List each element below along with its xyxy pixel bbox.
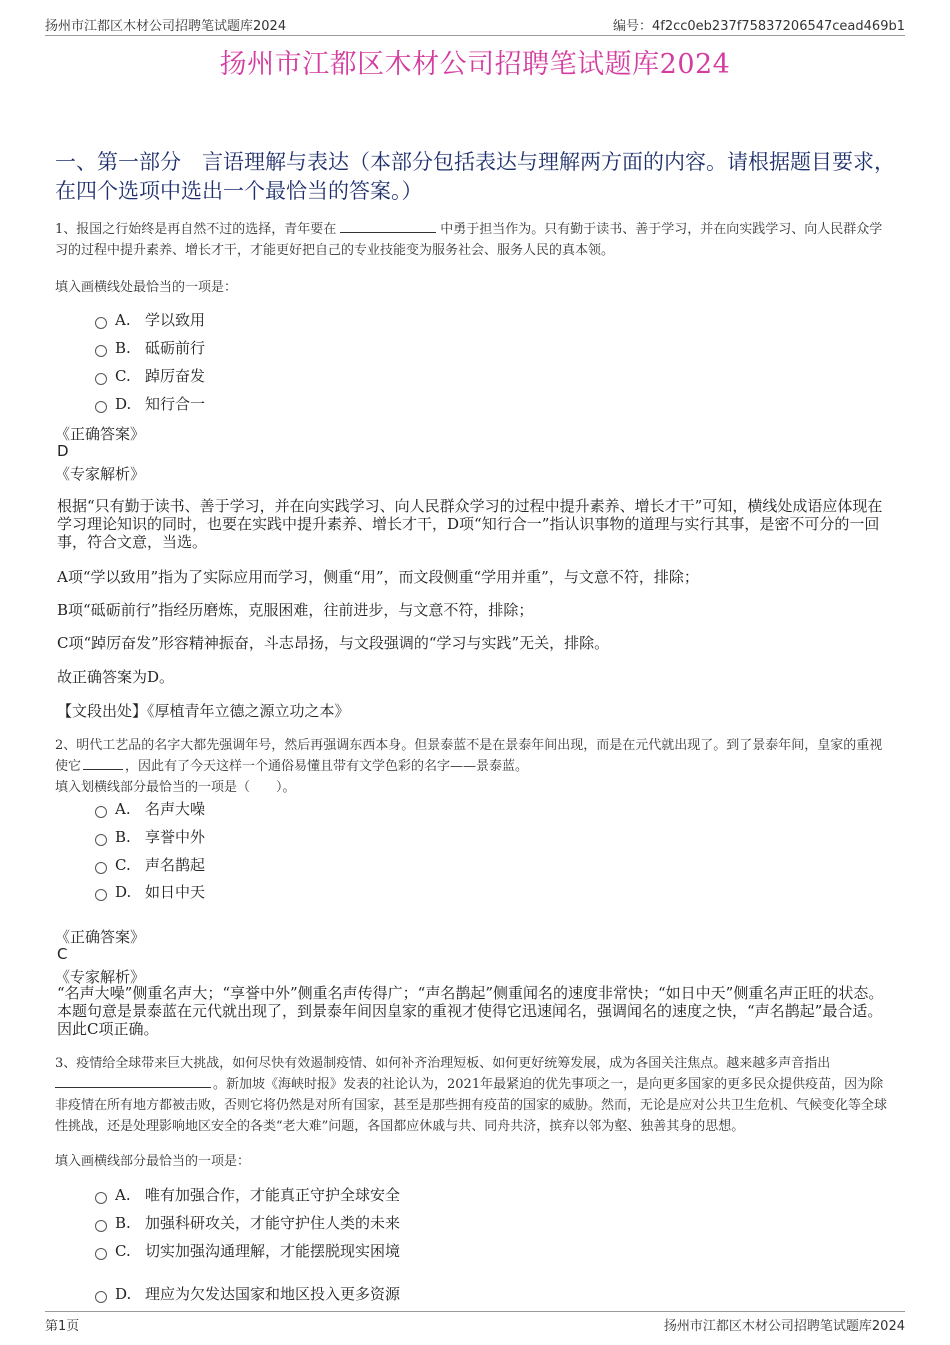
radio-icon[interactable] [95,862,107,874]
q2-option-d[interactable]: D. 如日中天 [95,881,205,902]
page-title: 扬州市江都区木材公司招聘笔试题库2024 [219,49,731,80]
q2-answer: C [57,945,68,963]
q1-option-c[interactable]: C. 踔厉奋发 [95,365,205,386]
q2-answer-label: 《正确答案》 [55,928,146,946]
q1-option-a[interactable]: A. 学以致用 [95,309,205,330]
q2-analysis: “名声大噪”侧重名声大；“享誉中外”侧重名声传得广；“声名鹊起”侧重闻名的速度非常快；“如日中天”侧重名声正旺的状态。本题句意是景泰蓝在元代就出现了，到景泰年间因皇家的重视才使得它迅速闻名，强调闻名的速度之快，“声名鹊起”最合适。因此C项正确。 [57,984,884,1038]
q1-answer: D [57,442,69,460]
q1-analysis-para: C项“踔厉奋发”形容精神振奋，斗志昂扬，与文段强调的“学习与实践”无关，排除。 [57,634,610,652]
question-3-prompt: 填入画横线部分最恰当的一项是： [55,1154,251,1169]
q1-option-b[interactable]: B. 砥砺前行 [95,337,205,358]
q2-analysis-label: 《专家解析》 [55,968,146,986]
radio-icon[interactable] [95,317,107,329]
footer-divider [45,1311,905,1312]
q3-option-a[interactable]: A. 唯有加强合作，才能真正守护全球安全 [95,1184,400,1205]
radio-icon[interactable] [95,889,107,901]
radio-icon[interactable] [95,806,107,818]
q2-option-a[interactable]: A. 名声大噪 [95,798,205,819]
radio-icon[interactable] [95,1291,107,1303]
q3-option-d[interactable]: D. 理应为欠发达国家和地区投入更多资源 [95,1283,400,1304]
q1-analysis-para: 故正确答案为D。 [57,668,175,686]
blank-line [55,1075,211,1088]
radio-icon[interactable] [95,1192,107,1204]
question-3-stem: 3、疫情给全球带来巨大挑战，如何尽快有效遏制疫情、如何补齐治理短板、如何更好统筹发展，成为各国关注焦点。越来越多声音指出。新加坡《海峡时报》发表的社论认为，2021年最紧迫的优先事项之一，是向更多国家的更多民众提供疫苗，因为除非疫情在所有地方都被击败，否则它将仍然是对所有国家，甚至是那些拥有疫苗的国家的威胁。然而，无论是应对公共卫生危机、气候变化等全球性挑战，还是处理影响地区安全的各类“老大难”问题，各国都应休戚与共、同舟共济，摈弃以邻为壑、独善其身的思想。 [55,1056,888,1134]
question-2-stem: 2、明代工艺品的名字大都先强调年号，然后再强调东西本身。但景泰蓝不是在景泰年间出现，而是在元代就出现了。到了景泰年间，皇家的重视使它 ，因此有了今天这样一个通俗易懂且带有文学色彩的名字——景泰蓝。 [55,738,883,774]
q1-option-d[interactable]: D. 知行合一 [95,393,205,414]
q1-analysis-label: 《专家解析》 [55,465,146,483]
q1-analysis-para: A项“学以致用”指为了实际应用而学习，侧重“用”，而文段侧重“学用并重”，与文意不符，排除； [57,568,699,586]
q1-analysis-para: 根据“只有勤于读书、善于学习，并在向实践学习、向人民群众学习的过程中提升素养、增长才干”可知，横线处成语应体现在学习理论知识的同时，也要在实践中提升素养、增长才干，D项“知行合一”指认识事物的道理与实行其事，是密不可分的一回事，符合文意，当选。 [57,497,883,551]
q1-analysis-para: B项“砥砺前行”指经历磨炼，克服困难，往前进步，与文意不符，排除； [57,601,534,619]
question-2-prompt: 填入划横线部分最恰当的一项是（ ）。 [55,780,296,795]
radio-icon[interactable] [95,1248,107,1260]
q1-answer-label: 《正确答案》 [55,425,146,443]
radio-icon[interactable] [95,345,107,357]
header-doc-title: 扬州市江都区木材公司招聘笔试题库2024 [45,19,287,34]
radio-icon[interactable] [95,834,107,846]
radio-icon[interactable] [95,401,107,413]
radio-icon[interactable] [95,1220,107,1232]
q3-option-c[interactable]: C. 切实加强沟通理解，才能摆脱现实困境 [95,1240,400,1261]
page-number: 第1页 [45,1319,80,1334]
q3-option-b[interactable]: B. 加强科研攻关，才能守护住人类的未来 [95,1212,400,1233]
radio-icon[interactable] [95,373,107,385]
question-1-prompt: 填入画横线处最恰当的一项是： [55,280,238,295]
q2-option-b[interactable]: B. 享誉中外 [95,826,205,847]
section-heading: 一、第一部分 言语理解与表达（本部分包括表达与理解两方面的内容。请根据题目要求，在四个选项中选出一个最恰当的答案。） [55,150,895,203]
blank-line [83,757,123,770]
footer-doc-title: 扬州市江都区木材公司招聘笔试题库2024 [663,1319,905,1334]
question-1-stem: 1、报国之行始终是再自然不过的选择，青年要在 中勇于担当作为。只有勤于读书、善于学习，并在向实践学习、向人民群众学习的过程中提升素养、增长才干，才能更好把自己的专业技能变为服务社会、服务人民的真本领。 [55,222,883,258]
blank-line [340,220,436,233]
header-divider [45,35,905,36]
header-doc-id: 编号：4f2cc0eb237f75837206547cead469b1 [612,19,905,34]
q2-option-c[interactable]: C. 声名鹊起 [95,854,205,875]
q1-source: 【文段出处】《厚植青年立德之源立功之本》 [57,702,350,720]
